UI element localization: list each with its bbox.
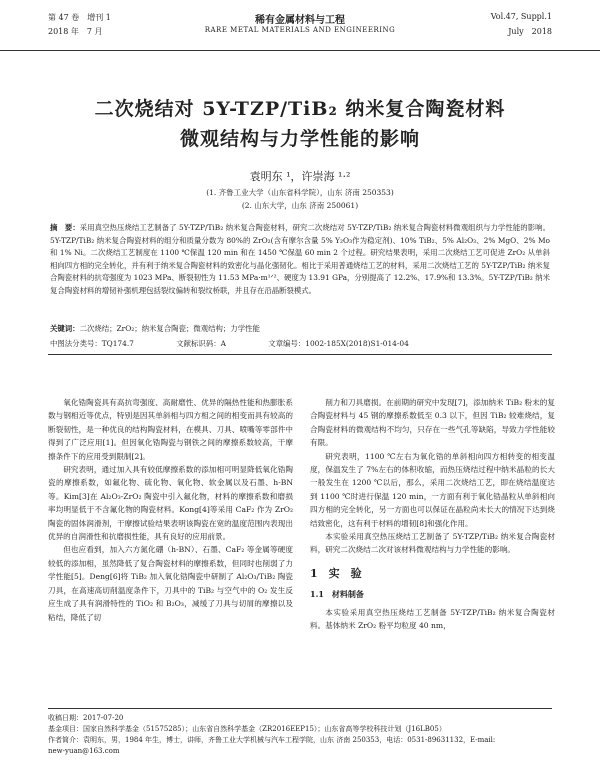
keywords — [50, 323, 550, 334]
paragraph: 削力和刀具磨损。在前期的研究中发现[7]，添加纳米 TiB₂ 粉末的复合陶瓷材料与 45 钢的摩擦系数低至 0.3 以下，但因 TiB₂ 较难烧结，复合陶瓷材料的微观结构不均匀，只存在一些气孔等缺陷，导致力学性能较有限。 — [310, 398, 555, 448]
paragraph: 研究表明，1100 ℃左右为氧化锆的单斜相向四方相转变的相变温度，保温发生了 7%左右的体积收缩，而热压烧结过程中纳米晶粒的长大一般发生在 1200 ℃以后，那么，采用二次烧结工艺，即在烧结温度达到 1100 ℃时进行保温 120 min，一方面有利于氧化锆晶粒从单斜相向四方相的完全转化，另一方面也可以保证在晶粒尚未长大的情况下达到烧结致密化，这有利于材料的增韧[8]和强化作用。 — [310, 451, 555, 528]
classification-line — [50, 338, 550, 349]
volume-en: Vol.47, Suppl.1 — [490, 12, 552, 21]
article-number: 文章编号：1002-185X(2018)S1-014-04 — [268, 339, 409, 348]
author-bio: 作者简介：袁明东，男，1984 年生，博士，讲师，齐鲁工业大学机械与汽车工程学院，山东 济南 250353，电话：0531-89631132，E-mail: — [48, 736, 496, 744]
running-header — [0, 8, 600, 51]
journal-name-en: RARE METAL MATERIALS AND ENGINEERING — [204, 26, 396, 34]
divider — [48, 354, 552, 355]
keywords-label: 关键词： — [50, 324, 80, 333]
section-heading: 1 实 验 — [310, 566, 362, 580]
footnote — [48, 708, 552, 757]
fund-info: 基金项目：国家自然科学基金（51575285）；山东省自然科学基金（ZR2016EEP15）；山东省高等学校科技计划（J16LB05） — [48, 725, 446, 733]
author-email: new-yuan@163.com — [48, 747, 120, 755]
clc-number: 中图法分类号：TQ174.7 — [50, 339, 134, 348]
keywords-text: 二次烧结；ZrO₂；纳米复合陶瓷；微观结构；力学性能 — [79, 324, 260, 333]
subsection-heading: 1.1 材料制备 — [310, 589, 364, 600]
affiliation-1: (1. 齐鲁工业大学（山东省科学院），山东 济南 250353) — [206, 188, 394, 197]
paragraph: 研究表明，通过加入具有较低摩擦系数的添加相可明显降低氧化锆陶瓷的摩擦系数，如氟化物、硫化物、氧化物、软金属以及石墨、h-BN 等。Kim[3]在 Al₂O₃-ZrO₂ 陶瓷中引入氟化物，材料的摩擦系数和磨损率均明显低于不含氟化物的陶瓷材料。Kong[4]等采用 CaF₂ 作为 ZrO₂ 陶瓷的固体润滑剂，干摩擦试验结果表明该陶瓷在宽的温度范围内表现出优异的自润滑性和抗磨损性能，具有良好的应用前景。 — [48, 465, 293, 542]
paper-title-line2: 微观结构与力学性能的影响 — [179, 128, 420, 150]
paragraph: 但也应看到，加入六方氮化硼（h-BN）、石墨、CaF₂ 等金属等硬度较低的添加相，虽然降低了复合陶瓷材料的摩擦系数，但同时也削弱了力学性能[5]。Deng[6]将 TiB₂ 加入氧化锆陶瓷中研制了 Al₂O₃/TiB₂ 陶瓷刀具，在高速高切削温度条件下，刀具中的 TiB₂ 与空气中的 O₂ 发生反应生成了具有润滑特性的 TiO₂ 和 B₂O₃，减缓了刀具与切屑的摩擦以及粘结，降低了切 — [48, 545, 293, 622]
abstract-label: 摘 要： — [50, 223, 80, 232]
right-column — [310, 396, 555, 633]
volume-cn: 第 47 卷 增刊 1 — [48, 13, 111, 22]
paragraph: 本实验采用真空热压烧结工艺制备了 5Y-TZP/TiB₂ 纳米复合陶瓷材料，研究二次烧结二次对该材料微观结构与力学性能的影响。 — [310, 532, 555, 555]
left-column — [48, 396, 293, 624]
abstract — [50, 222, 550, 298]
affiliation-2: (2. 山东大学，山东 济南 250061) — [241, 201, 359, 210]
document-code: 文献标识码：A — [176, 339, 226, 348]
abstract-text: 采用真空热压烧结工艺制备了 5Y-TZP/TiB₂ 纳米复合陶瓷材料，研究二次烧结对 5Y-TZP/TiB₂ 纳米复合陶瓷材料微观组织与力学性能的影响。5Y-TZP/TiB₂ 纳米复合陶瓷材料的组分和质量分数为 80%的 ZrO₂(含有摩尔含量 5% Y₂O₃作为稳定剂)、10% TiB₂、5% Al₂O₃、2% MgO、2% Mo 和 1% Ni。二次烧结工艺制度在 1100 ℃保温 120 min 和在 1450 ℃保温 60 min 2 个过程。研究结果表明，采用二次烧结工艺可促进 ZrO₂ 从单斜相向四方相的完全转化，并有利于纳米复合陶瓷材料的致密化与晶化强韧化。相比于采用普通烧结工艺的材料，采用二次烧结工艺的 5Y-TZP/TiB₂ 纳米复合陶瓷材料的抗弯强度为 1023 MPa、断裂韧性为 11.53 MPa·m¹ᐟ²、硬度为 13.91 GPa，分别提高了 12.2%、17.9%和 13.3%。5Y-TZP/TiB₂ 纳米复合陶瓷材料的增韧补强机理包括裂纹偏转和裂纹桥联，并且存在沿晶断裂模式。 — [50, 223, 551, 295]
year-cn: 2018 年 7 月 — [48, 27, 103, 36]
paragraph: 氧化锆陶瓷具有高抗弯强度、高耐磨性、优异的隔热性能和热膨胀系数与钢相近等优点，特别是因其单斜相与四方相之间的相变而具有较高的断裂韧性，是一种优良的结构陶瓷材料，在模具、刀具、喷嘴等零部件中得到了广泛应用[1]。但因氧化锆陶瓷与钢铁之间的摩擦系数较高，干摩擦条件下的应用受到限制[2]。 — [48, 398, 293, 461]
paper-title-line1: 二次烧结对 5Y-TZP/TiB₂ 纳米复合陶瓷材料 — [94, 98, 506, 120]
journal-name-cn: 稀有金属材料与工程 — [255, 15, 345, 26]
received-date: 收稿日期：2017-07-20 — [48, 714, 124, 722]
authors: 袁明东 ¹，许崇海 ¹·² — [249, 170, 351, 183]
date-en: July 2018 — [508, 27, 552, 36]
paragraph: 本实验采用真空热压烧结工艺制备 5Y-TZP/TiB₂ 纳米复合陶瓷材料。基体纳米 ZrO₂ 粉平均粒度 40 nm， — [310, 607, 555, 631]
